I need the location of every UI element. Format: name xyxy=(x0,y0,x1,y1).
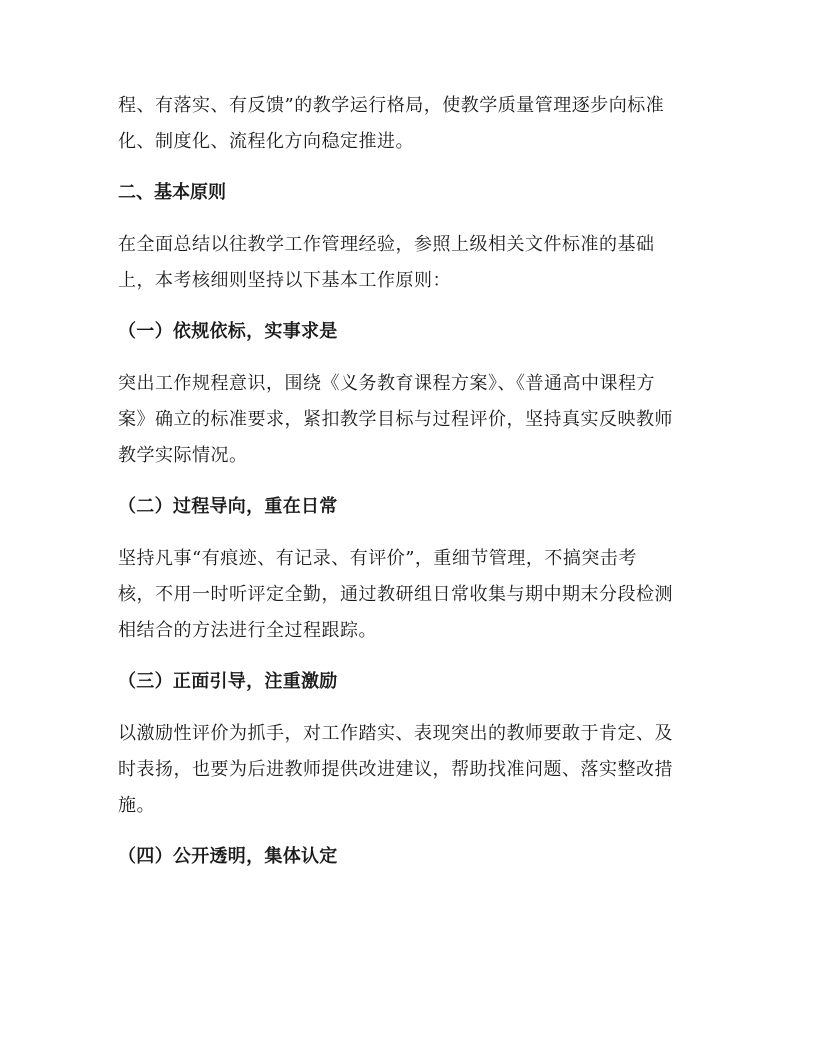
text-line: 以激励性评价为抓手，对工作踏实、表现突出的教师要敢于肯定、及 xyxy=(118,723,673,744)
text-line: 教学实际情况。 xyxy=(118,445,248,466)
paragraph-principle-1 xyxy=(118,366,708,474)
text-line: 施。 xyxy=(118,795,155,816)
text-line: 案》确立的标准要求，紧扣教学目标与过程评价，坚持真实反映教师 xyxy=(118,409,673,430)
paragraph-intro-continuation xyxy=(118,88,708,160)
paragraph-principles-intro xyxy=(118,227,708,299)
text-line: 核，不用一时听评定全勤，通过教研组日常收集与期中期末分段检测 xyxy=(118,584,673,605)
paragraph-principle-3 xyxy=(118,716,708,824)
text-line: 上，本考核细则坚持以下基本工作原则： xyxy=(118,270,451,291)
subheading-principle-2: （二）过程导向，重在日常 xyxy=(118,496,338,517)
subheading-principle-4: （四）公开透明，集体认定 xyxy=(118,846,338,867)
paragraph-principle-2 xyxy=(118,541,708,649)
document-page xyxy=(118,88,708,875)
text-line: 程、有落实、有反馈”的教学运行格局，使教学质量管理逐步向标准 xyxy=(118,95,665,116)
text-line: 时表扬，也要为后进教师提供改进建议，帮助找准问题、落实整改措 xyxy=(118,759,673,780)
subheading-principle-1: （一）依规依标，实事求是 xyxy=(118,321,338,342)
text-line: 在全面总结以往教学工作管理经验，参照上级相关文件标准的基础 xyxy=(118,234,655,255)
subheading-principle-3: （三）正面引导，注重激励 xyxy=(118,671,338,692)
text-line: 突出工作规程意识，围绕《义务教育课程方案》、《普通高中课程方 xyxy=(118,373,655,394)
text-line: 化、制度化、流程化方向稳定推进。 xyxy=(118,131,414,152)
text-line: 相结合的方法进行全过程跟踪。 xyxy=(118,620,377,641)
section-heading-basic-principles: 二、基本原则 xyxy=(118,182,226,203)
text-line: 坚持凡事“有痕迹、有记录、有评价”，重细节管理，不搞突击考 xyxy=(118,548,637,569)
